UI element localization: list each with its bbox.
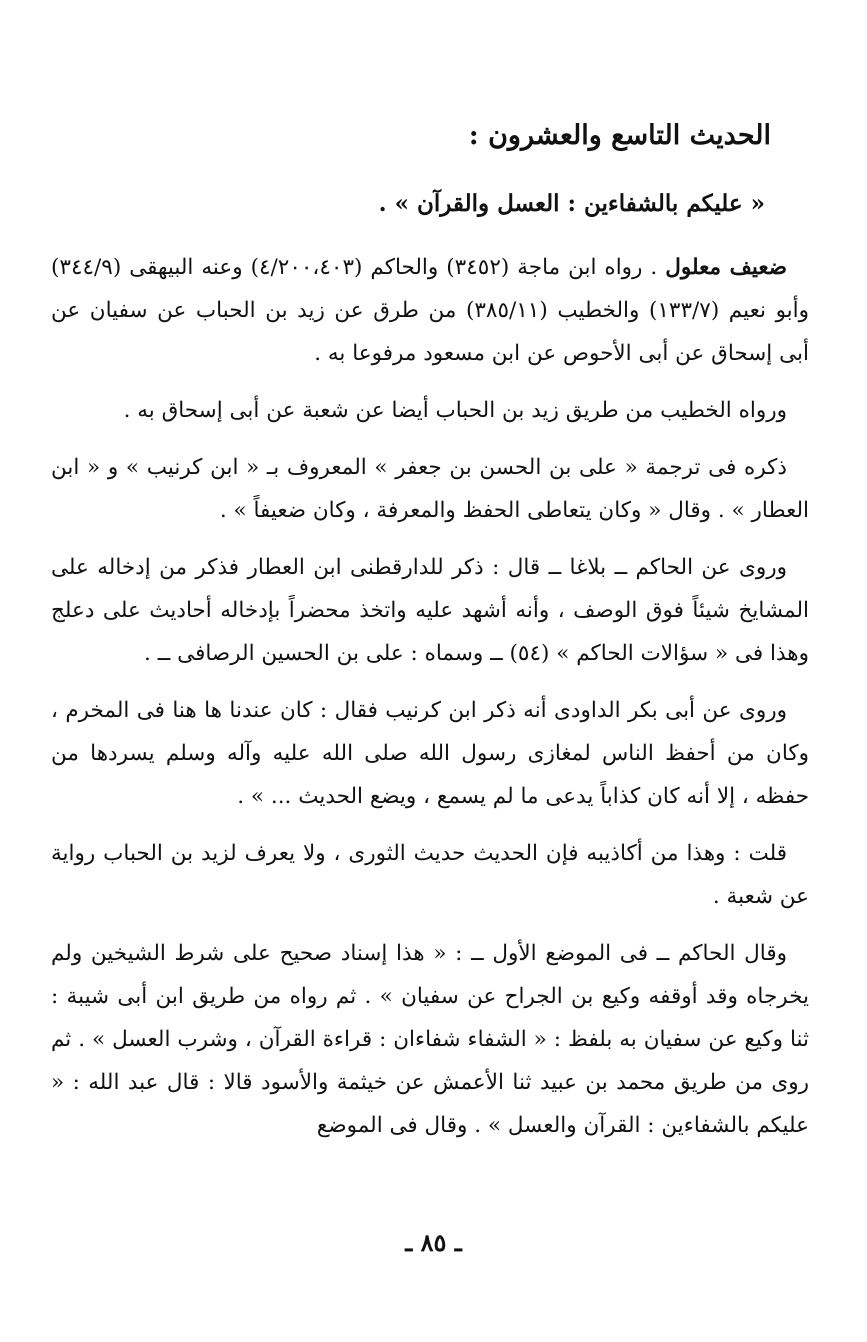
paragraph-text: ورواه الخطيب من طريق زيد بن الحباب أيضا عن شعبة عن أبى إسحاق به .	[123, 398, 787, 423]
paragraph-grading	[51, 246, 809, 375]
paragraph-hakim-report	[51, 546, 809, 675]
paragraph-text: وروى عن أبى بكر الداودى أنه ذكر ابن كرنيب فقال : كان عندنا ها هنا فى المخرم ، وكان من أحفظ الناس لمغازى رسول الله صلى الله عليه وآله وسلم يسردها من حفظه ، إلا أنه كان كذاباً يدعى ما لم يسمع ، ويضع الحديث ... » .	[51, 698, 809, 809]
paragraph-biography	[51, 446, 809, 532]
paragraph-hakim-statement	[51, 932, 809, 1147]
paragraph-text: ذكره فى ترجمة « على بن الحسن بن جعفر » المعروف بـ « ابن كرنيب » و « ابن العطار » . وقال « وكان يتعاطى الحفظ والمعرفة ، وكان ضعيفاً » .	[51, 455, 809, 523]
hadith-heading: الحديث التاسع والعشرون :	[468, 120, 771, 151]
page-body	[51, 112, 809, 1161]
paragraph-text: . رواه ابن ماجة (٣٤٥٢) والحاكم (٤/٢٠٠،٤٠٣) وعنه البيهقى (٣٤٤/٩) وأبو نعيم (١٣٣/٧) والخطيب (٣٨٥/١١) من طرق عن زيد بن الحباب عن سفيان عن أبى إسحاق عن أبى الأحوص عن ابن مسعود مرفوعا به .	[51, 255, 810, 366]
page-number	[0, 1228, 867, 1257]
paragraph-text: قلت : وهذا من أكاذيبه فإن الحديث حديث الثورى ، ولا يعرف لزيد بن الحباب رواية عن شعبة .	[51, 841, 809, 909]
page-number-text: ـ ٨٥ ـ	[405, 1228, 462, 1257]
paragraph-text: وقال الحاكم ــ فى الموضع الأول ــ : « هذا إسناد صحيح على شرط الشيخين ولم يخرجاه وقد أوقفه وكيع بن الجراح عن سفيان » . ثم رواه من طريق ابن أبى شيبة : ثنا وكيع عن سفيان به بلفظ : « الشفاء شفاءان : قراءة القرآن ، وشرب العسل » . ثم روى من طريق محمد بن عبيد ثنا الأعمش عن خيثمة والأسود قالا : قال عبد الله : « عليكم بالشفاءين : القرآن والعسل » . وقال فى الموضع	[51, 941, 809, 1138]
hadith-text: « عليكم بالشفاءين : العسل والقرآن » .	[378, 190, 765, 217]
grading-label: ضعيف معلول	[665, 255, 787, 280]
paragraph-text: وروى عن الحاكم ــ بلاغا ــ قال : ذكر للدارقطنى ابن العطار فذكر من إدخاله على المشايخ شيئاً فوق الوصف ، وأنه أشهد عليه واتخذ محضراً بإدخاله أحاديث على دعلج وهذا فى « سؤالات الحاكم » (٥٤) ــ وسماه : على بن الحسين الرصافى ــ .	[51, 555, 809, 666]
paragraph-khatib-chain	[51, 389, 809, 432]
paragraph-dawudi-report	[51, 689, 809, 818]
paragraph-author-comment	[51, 832, 809, 918]
